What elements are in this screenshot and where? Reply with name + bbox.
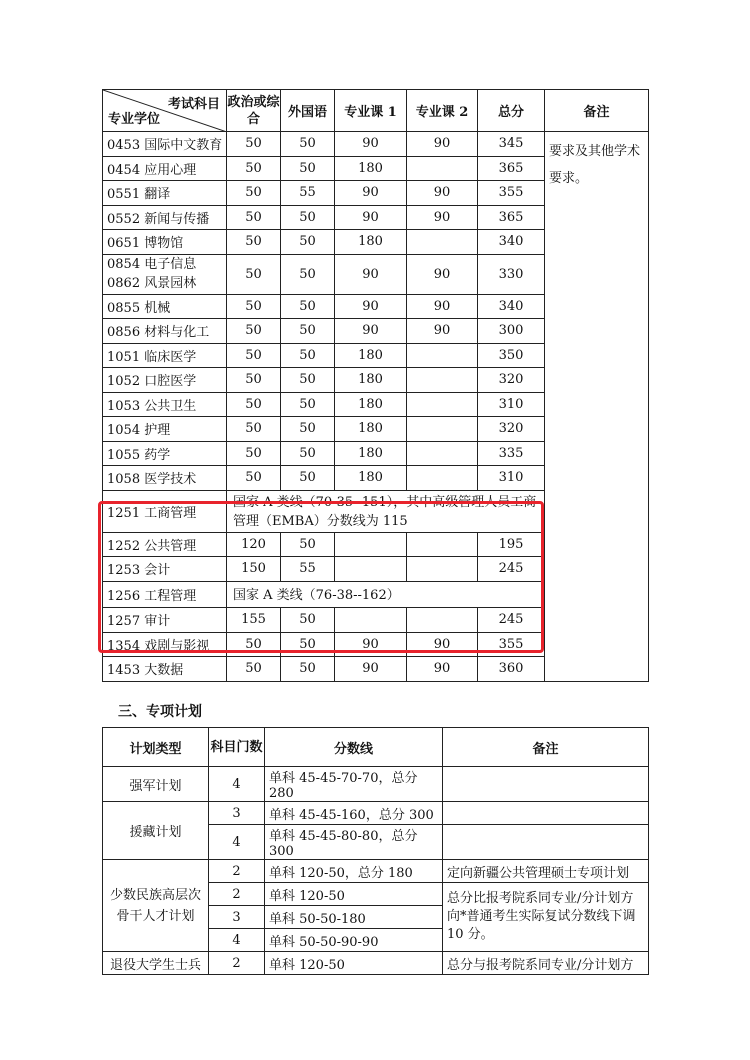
score-major-2: 90 bbox=[407, 132, 478, 157]
score-politics: 155 bbox=[227, 608, 281, 633]
score-politics: 50 bbox=[227, 392, 281, 417]
score-major-1: 180 bbox=[335, 392, 407, 417]
corner-bottom-label: 专业学位 bbox=[108, 112, 161, 127]
subject-count: 3 bbox=[209, 802, 265, 825]
program-name: 1051 临床医学 bbox=[103, 343, 227, 368]
remark bbox=[443, 825, 649, 860]
table-header-row bbox=[103, 90, 649, 132]
score-politics: 50 bbox=[227, 181, 281, 206]
score-politics: 150 bbox=[227, 557, 281, 582]
score-foreign-language: 50 bbox=[281, 441, 335, 466]
score-major-2 bbox=[407, 441, 478, 466]
program-name: 1453 大数据 bbox=[103, 657, 227, 682]
score-total: 340 bbox=[478, 230, 545, 255]
score-total: 320 bbox=[478, 417, 545, 442]
score-total: 245 bbox=[478, 608, 545, 633]
score-major-2: 90 bbox=[407, 181, 478, 206]
score-foreign-language: 50 bbox=[281, 205, 335, 230]
score-total: 195 bbox=[478, 532, 545, 557]
subject-count: 2 bbox=[209, 883, 265, 906]
program-name: 1053 公共卫生 bbox=[103, 392, 227, 417]
score-foreign-language: 50 bbox=[281, 230, 335, 255]
score-major-2: 90 bbox=[407, 632, 478, 657]
score-foreign-language: 55 bbox=[281, 181, 335, 206]
score-total: 355 bbox=[478, 632, 545, 657]
score-foreign-language: 50 bbox=[281, 417, 335, 442]
score-major-1: 180 bbox=[335, 156, 407, 181]
score-total: 245 bbox=[478, 557, 545, 582]
subject-count: 4 bbox=[209, 929, 265, 952]
score-major-1 bbox=[335, 557, 407, 582]
score-major-2 bbox=[407, 417, 478, 442]
score-major-1 bbox=[335, 532, 407, 557]
program-name: 0651 博物馆 bbox=[103, 230, 227, 255]
score-major-1: 180 bbox=[335, 417, 407, 442]
header-politics: 政治或综合 bbox=[227, 90, 281, 132]
program-name: 1354 戏剧与影视 bbox=[103, 632, 227, 657]
score-line: 单科 50-50-180 bbox=[265, 906, 443, 929]
plan-type: 退役大学生士兵 bbox=[103, 952, 209, 975]
remark: 要求及其他学术要求。 bbox=[545, 132, 649, 682]
score-major-2: 90 bbox=[407, 205, 478, 230]
score-total: 340 bbox=[478, 294, 545, 319]
score-foreign-language: 50 bbox=[281, 532, 335, 557]
score-politics: 50 bbox=[227, 294, 281, 319]
score-major-2: 90 bbox=[407, 294, 478, 319]
score-major-2 bbox=[407, 466, 478, 491]
program-name: 1055 药学 bbox=[103, 441, 227, 466]
table-row bbox=[103, 802, 649, 825]
score-major-2 bbox=[407, 156, 478, 181]
score-line: 单科 45-45-70-70，总分 280 bbox=[265, 767, 443, 802]
score-major-1: 90 bbox=[335, 205, 407, 230]
score-major-1: 90 bbox=[335, 632, 407, 657]
score-foreign-language: 50 bbox=[281, 319, 335, 344]
score-total: 320 bbox=[478, 368, 545, 393]
special-plan-table bbox=[102, 727, 649, 975]
score-foreign-language: 50 bbox=[281, 368, 335, 393]
section-3-title: 三、专项计划 bbox=[118, 704, 202, 720]
score-table-professional bbox=[102, 89, 649, 682]
score-politics: 120 bbox=[227, 532, 281, 557]
score-foreign-language: 50 bbox=[281, 343, 335, 368]
table-row bbox=[103, 767, 649, 802]
score-politics: 50 bbox=[227, 156, 281, 181]
header-major-2: 专业课 2 bbox=[407, 90, 478, 132]
score-major-2 bbox=[407, 343, 478, 368]
program-name: 1251 工商管理 bbox=[103, 490, 227, 532]
program-name: 1058 医学技术 bbox=[103, 466, 227, 491]
score-politics: 50 bbox=[227, 343, 281, 368]
plan-type: 少数民族高层次骨干人才计划 bbox=[103, 860, 209, 952]
score-line: 单科 120-50 bbox=[265, 883, 443, 906]
score-major-1: 90 bbox=[335, 294, 407, 319]
score-total: 360 bbox=[478, 657, 545, 682]
program-name: 0551 翻译 bbox=[103, 181, 227, 206]
score-major-1: 180 bbox=[335, 441, 407, 466]
score-major-2 bbox=[407, 608, 478, 633]
table-header-row bbox=[103, 728, 649, 767]
remark bbox=[443, 767, 649, 802]
score-foreign-language: 55 bbox=[281, 557, 335, 582]
score-major-2 bbox=[407, 230, 478, 255]
score-politics: 50 bbox=[227, 254, 281, 294]
score-line: 单科 120-50，总分 180 bbox=[265, 860, 443, 883]
subject-count: 2 bbox=[209, 952, 265, 975]
program-name: 0856 材料与化工 bbox=[103, 319, 227, 344]
score-foreign-language: 50 bbox=[281, 156, 335, 181]
program-name: 1257 审计 bbox=[103, 608, 227, 633]
remark: 定向新疆公共管理硕士专项计划 bbox=[443, 860, 649, 883]
remark: 总分比报考院系同专业/分计划方向*普通考生实际复试分数线下调 10 分。 bbox=[443, 883, 649, 952]
table-row bbox=[103, 132, 649, 157]
score-foreign-language: 50 bbox=[281, 294, 335, 319]
program-name: 1253 会计 bbox=[103, 557, 227, 582]
score-major-2: 90 bbox=[407, 254, 478, 294]
score-politics: 50 bbox=[227, 441, 281, 466]
score-major-1: 90 bbox=[335, 181, 407, 206]
score-politics: 50 bbox=[227, 657, 281, 682]
score-major-1: 90 bbox=[335, 254, 407, 294]
score-line: 单科 50-50-90-90 bbox=[265, 929, 443, 952]
score-politics: 50 bbox=[227, 205, 281, 230]
score-major-1: 180 bbox=[335, 343, 407, 368]
score-major-2: 90 bbox=[407, 319, 478, 344]
program-name bbox=[103, 254, 227, 294]
score-major-1 bbox=[335, 608, 407, 633]
table-row bbox=[103, 952, 649, 975]
score-foreign-language: 50 bbox=[281, 254, 335, 294]
program-name: 0454 应用心理 bbox=[103, 156, 227, 181]
program-name: 0855 机械 bbox=[103, 294, 227, 319]
remark bbox=[443, 802, 649, 825]
score-line: 单科 45-45-160，总分 300 bbox=[265, 802, 443, 825]
program-name: 1256 工程管理 bbox=[103, 581, 227, 608]
score-line: 单科 45-45-80-80，总分 300 bbox=[265, 825, 443, 860]
corner-top-label: 考试科目 bbox=[167, 97, 220, 112]
score-politics: 50 bbox=[227, 466, 281, 491]
score-foreign-language: 50 bbox=[281, 632, 335, 657]
score-politics: 50 bbox=[227, 319, 281, 344]
score-politics: 50 bbox=[227, 132, 281, 157]
score-line: 单科 120-50 bbox=[265, 952, 443, 975]
plan-type: 援藏计划 bbox=[103, 802, 209, 860]
score-major-1: 90 bbox=[335, 132, 407, 157]
header-foreign-language: 外国语 bbox=[281, 90, 335, 132]
score-major-2: 90 bbox=[407, 657, 478, 682]
table-row bbox=[103, 860, 649, 883]
program-name: 0552 新闻与传播 bbox=[103, 205, 227, 230]
header-subject-count: 科目门数 bbox=[209, 728, 265, 767]
subject-count: 4 bbox=[209, 825, 265, 860]
program-name: 1054 护理 bbox=[103, 417, 227, 442]
program-name: 1252 公共管理 bbox=[103, 532, 227, 557]
score-total: 350 bbox=[478, 343, 545, 368]
score-total: 335 bbox=[478, 441, 545, 466]
score-major-2 bbox=[407, 368, 478, 393]
plan-type: 强军计划 bbox=[103, 767, 209, 802]
score-total: 345 bbox=[478, 132, 545, 157]
corner-cell bbox=[103, 90, 227, 132]
score-foreign-language: 50 bbox=[281, 657, 335, 682]
score-politics: 50 bbox=[227, 230, 281, 255]
program-name-line: 0854 电子信息 bbox=[107, 257, 197, 272]
header-remark: 备注 bbox=[545, 90, 649, 132]
score-total: 365 bbox=[478, 205, 545, 230]
score-foreign-language: 50 bbox=[281, 392, 335, 417]
header-major-1: 专业课 1 bbox=[335, 90, 407, 132]
program-name: 0453 国际中文教育 bbox=[103, 132, 227, 157]
subject-count: 3 bbox=[209, 906, 265, 929]
header-plan-type: 计划类型 bbox=[103, 728, 209, 767]
score-major-1: 90 bbox=[335, 657, 407, 682]
score-major-1: 180 bbox=[335, 466, 407, 491]
score-major-1: 180 bbox=[335, 368, 407, 393]
subject-count: 2 bbox=[209, 860, 265, 883]
program-name-line: 0862 风景园林 bbox=[107, 276, 197, 291]
score-foreign-language: 50 bbox=[281, 132, 335, 157]
score-politics: 50 bbox=[227, 632, 281, 657]
score-major-2 bbox=[407, 532, 478, 557]
score-foreign-language: 50 bbox=[281, 608, 335, 633]
score-major-1: 90 bbox=[335, 319, 407, 344]
score-total: 355 bbox=[478, 181, 545, 206]
score-foreign-language: 50 bbox=[281, 466, 335, 491]
score-major-1: 180 bbox=[335, 230, 407, 255]
header-score-line: 分数线 bbox=[265, 728, 443, 767]
score-requirement-note: 国家 A 类线（70-35--151），其中高级管理人员工商管理（EMBA）分数线为 115 bbox=[227, 490, 545, 532]
header-total: 总分 bbox=[478, 90, 545, 132]
score-total: 300 bbox=[478, 319, 545, 344]
score-politics: 50 bbox=[227, 417, 281, 442]
header-remark: 备注 bbox=[443, 728, 649, 767]
score-total: 365 bbox=[478, 156, 545, 181]
score-total: 310 bbox=[478, 392, 545, 417]
score-total: 310 bbox=[478, 466, 545, 491]
program-name: 1052 口腔医学 bbox=[103, 368, 227, 393]
score-requirement-note: 国家 A 类线（76-38--162） bbox=[227, 581, 545, 608]
score-major-2 bbox=[407, 557, 478, 582]
score-total: 330 bbox=[478, 254, 545, 294]
subject-count: 4 bbox=[209, 767, 265, 802]
remark: 总分与报考院系同专业/分计划方 bbox=[443, 952, 649, 975]
score-politics: 50 bbox=[227, 368, 281, 393]
score-major-2 bbox=[407, 392, 478, 417]
